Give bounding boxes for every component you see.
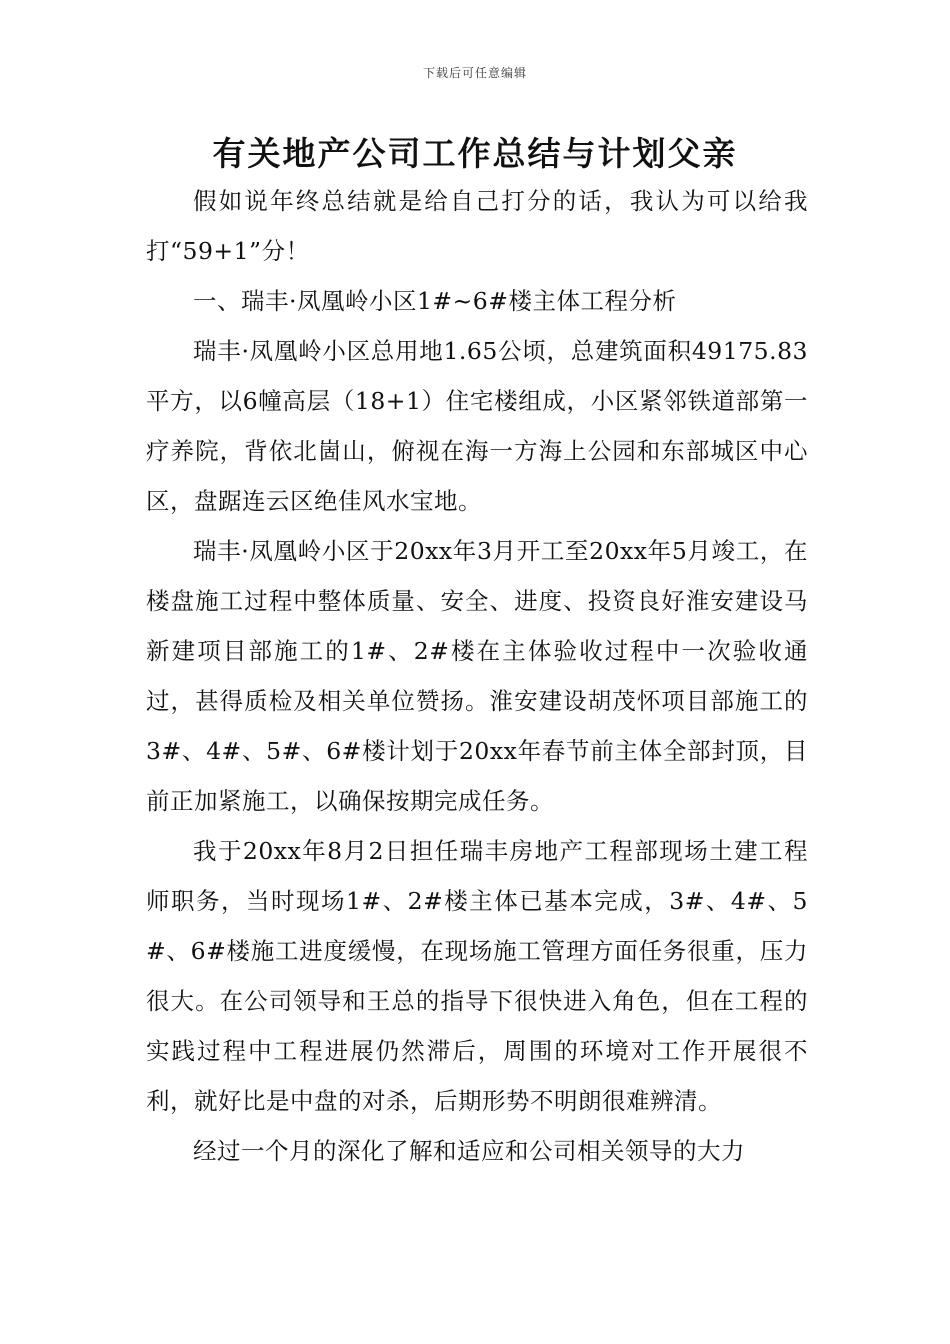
document-body [146, 176, 808, 1176]
paragraph-role: 我于20xx年8月2日担任瑞丰房地产工程部现场土建工程师职务，当时现场1#、2#楼主体已基本完成，3#、4#、5#、6#楼施工进度缓慢，在现场施工管理方面任务很重，压力很大。在公司领导和王总的指导下很快进入角色，但在工程的实践过程中工程进展仍然滞后，周围的环境对工作开展很不利，就好比是中盘的对杀，后期形势不明朗很难辨清。 [146, 837, 808, 1115]
paragraph-progress: 瑞丰·凤凰岭小区于20xx年3月开工至20xx年5月竣工，在楼盘施工过程中整体质量、安全、进度、投资良好淮安建设马新建项目部施工的1#、2#楼在主体验收过程中一次验收通过，甚得质检及相关单位赞扬。淮安建设胡茂怀项目部施工的3#、4#、5#、6#楼计划于20xx年春节前主体全部封顶，目前正加紧施工，以确保按期完成任务。 [146, 537, 808, 815]
paragraph-continued: 经过一个月的深化了解和适应和公司相关领导的大力 [193, 1137, 745, 1165]
header-note: 下载后可任意编辑 [422, 66, 527, 80]
section-heading: 一、瑞丰·凤凰岭小区1#~6#楼主体工程分析 [193, 287, 677, 315]
document-title: 有关地产公司工作总结与计划父亲 [212, 134, 738, 173]
paragraph-intro: 假如说年终总结就是给自己打分的话，我认为可以给我打“59+1”分！ [146, 187, 808, 265]
paragraph-overview: 瑞丰·凤凰岭小区总用地1.65公顷，总建筑面积49175.83平方，以6幢高层（18+1）住宅楼组成，小区紧邻铁道部第一疗养院，背依北崮山，俯视在海一方海上公园和东部城区中心区，盘踞连云区绝佳风水宝地。 [146, 337, 808, 515]
